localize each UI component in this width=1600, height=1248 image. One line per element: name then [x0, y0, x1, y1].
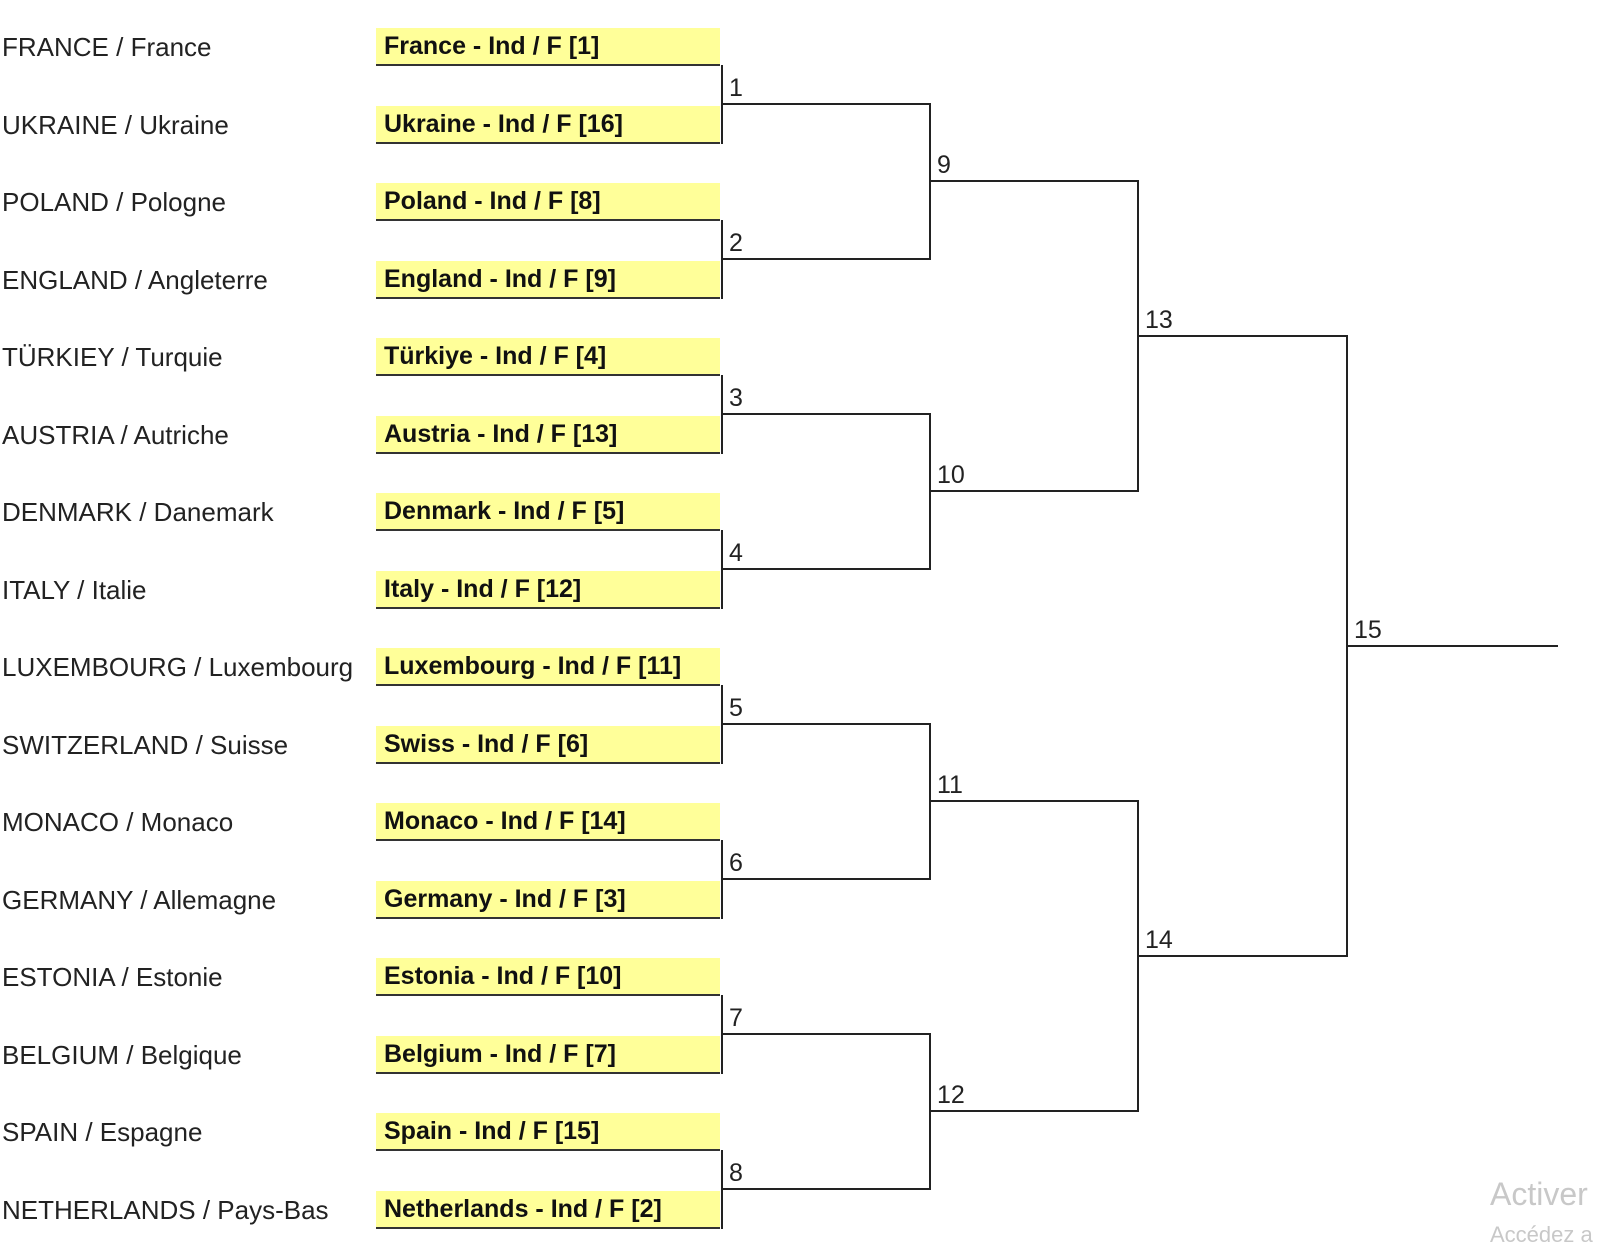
country-label: SWITZERLAND / Suisse [2, 729, 289, 760]
bracket-connector [1138, 955, 1348, 957]
bracket-connector [722, 878, 931, 880]
match-number: 5 [729, 693, 743, 722]
team-seed-box: Spain - Ind / F [15] [376, 1113, 720, 1151]
bracket-connector [722, 413, 931, 415]
team-seed-box: Swiss - Ind / F [6] [376, 726, 720, 764]
activation-watermark-title: Activer [1490, 1176, 1588, 1212]
country-label: LUXEMBOURG / Luxembourg [2, 652, 354, 682]
team-seed-box: Italy - Ind / F [12] [376, 571, 720, 609]
team-seed-box: Ukraine - Ind / F [16] [376, 106, 720, 144]
bracket-connector [722, 258, 931, 260]
bracket-connector [722, 723, 931, 725]
country-label: MONACO / Monaco [2, 807, 234, 837]
country-label: GERMANY / Allemagne [2, 884, 277, 915]
country-label: BELGIUM / Belgique [2, 1039, 242, 1070]
bracket-connector [930, 800, 1139, 802]
bracket-connector [722, 103, 931, 105]
team-seed-box: Poland - Ind / F [8] [376, 183, 720, 221]
team-seed-box: Germany - Ind / F [3] [376, 881, 720, 919]
country-label: SPAIN / Espagne [2, 1117, 203, 1147]
bracket-connector [930, 490, 1139, 492]
country-label: TÜRKIEY / Turquie [2, 342, 223, 372]
match-number: 14 [1145, 926, 1173, 955]
team-seed-box: England - Ind / F [9] [376, 261, 720, 299]
country-label: FRANCE / France [2, 32, 212, 62]
match-number: 15 [1354, 616, 1382, 645]
team-seed-box: Denmark - Ind / F [5] [376, 493, 720, 531]
country-label: ESTONIA / Estonie [2, 962, 223, 992]
team-seed-box: Türkiye - Ind / F [4] [376, 338, 720, 376]
country-label: AUSTRIA / Autriche [2, 419, 229, 450]
match-number: 2 [729, 228, 743, 257]
team-seed-box: Austria - Ind / F [13] [376, 416, 720, 454]
match-number: 9 [937, 151, 951, 180]
match-number: 7 [729, 1003, 743, 1032]
bracket-connector [930, 180, 1139, 182]
bracket-connector [722, 1033, 931, 1035]
country-label: DENMARK / Danemark [2, 497, 274, 527]
team-seed-box: Belgium - Ind / F [7] [376, 1036, 720, 1074]
match-number: 6 [729, 848, 743, 877]
match-number: 10 [937, 461, 965, 490]
team-seed-box: Netherlands - Ind / F [2] [376, 1191, 720, 1229]
match-number: 11 [937, 771, 963, 800]
match-number: 3 [729, 383, 743, 412]
team-seed-box: Luxembourg - Ind / F [11] [376, 648, 720, 686]
team-seed-box: Estonia - Ind / F [10] [376, 958, 720, 996]
bracket-connector [722, 568, 931, 570]
match-number: 13 [1145, 306, 1173, 335]
country-label: POLAND / Pologne [2, 187, 227, 217]
match-number: 4 [729, 538, 743, 567]
match-number: 12 [937, 1081, 965, 1110]
team-seed-box: France - Ind / F [1] [376, 28, 720, 66]
winner-line [1347, 645, 1558, 647]
country-label: UKRAINE / Ukraine [2, 109, 229, 140]
country-label: NETHERLANDS / Pays-Bas [2, 1194, 329, 1225]
match-number: 8 [729, 1158, 743, 1187]
match-number: 1 [729, 73, 743, 102]
bracket-connector [1138, 335, 1348, 337]
activation-watermark-subtitle: Accédez a [1490, 1222, 1593, 1247]
country-label: ENGLAND / Angleterre [2, 264, 268, 295]
country-label: ITALY / Italie [2, 574, 147, 605]
bracket-connector [722, 1188, 931, 1190]
team-seed-box: Monaco - Ind / F [14] [376, 803, 720, 841]
bracket-connector [930, 1110, 1139, 1112]
